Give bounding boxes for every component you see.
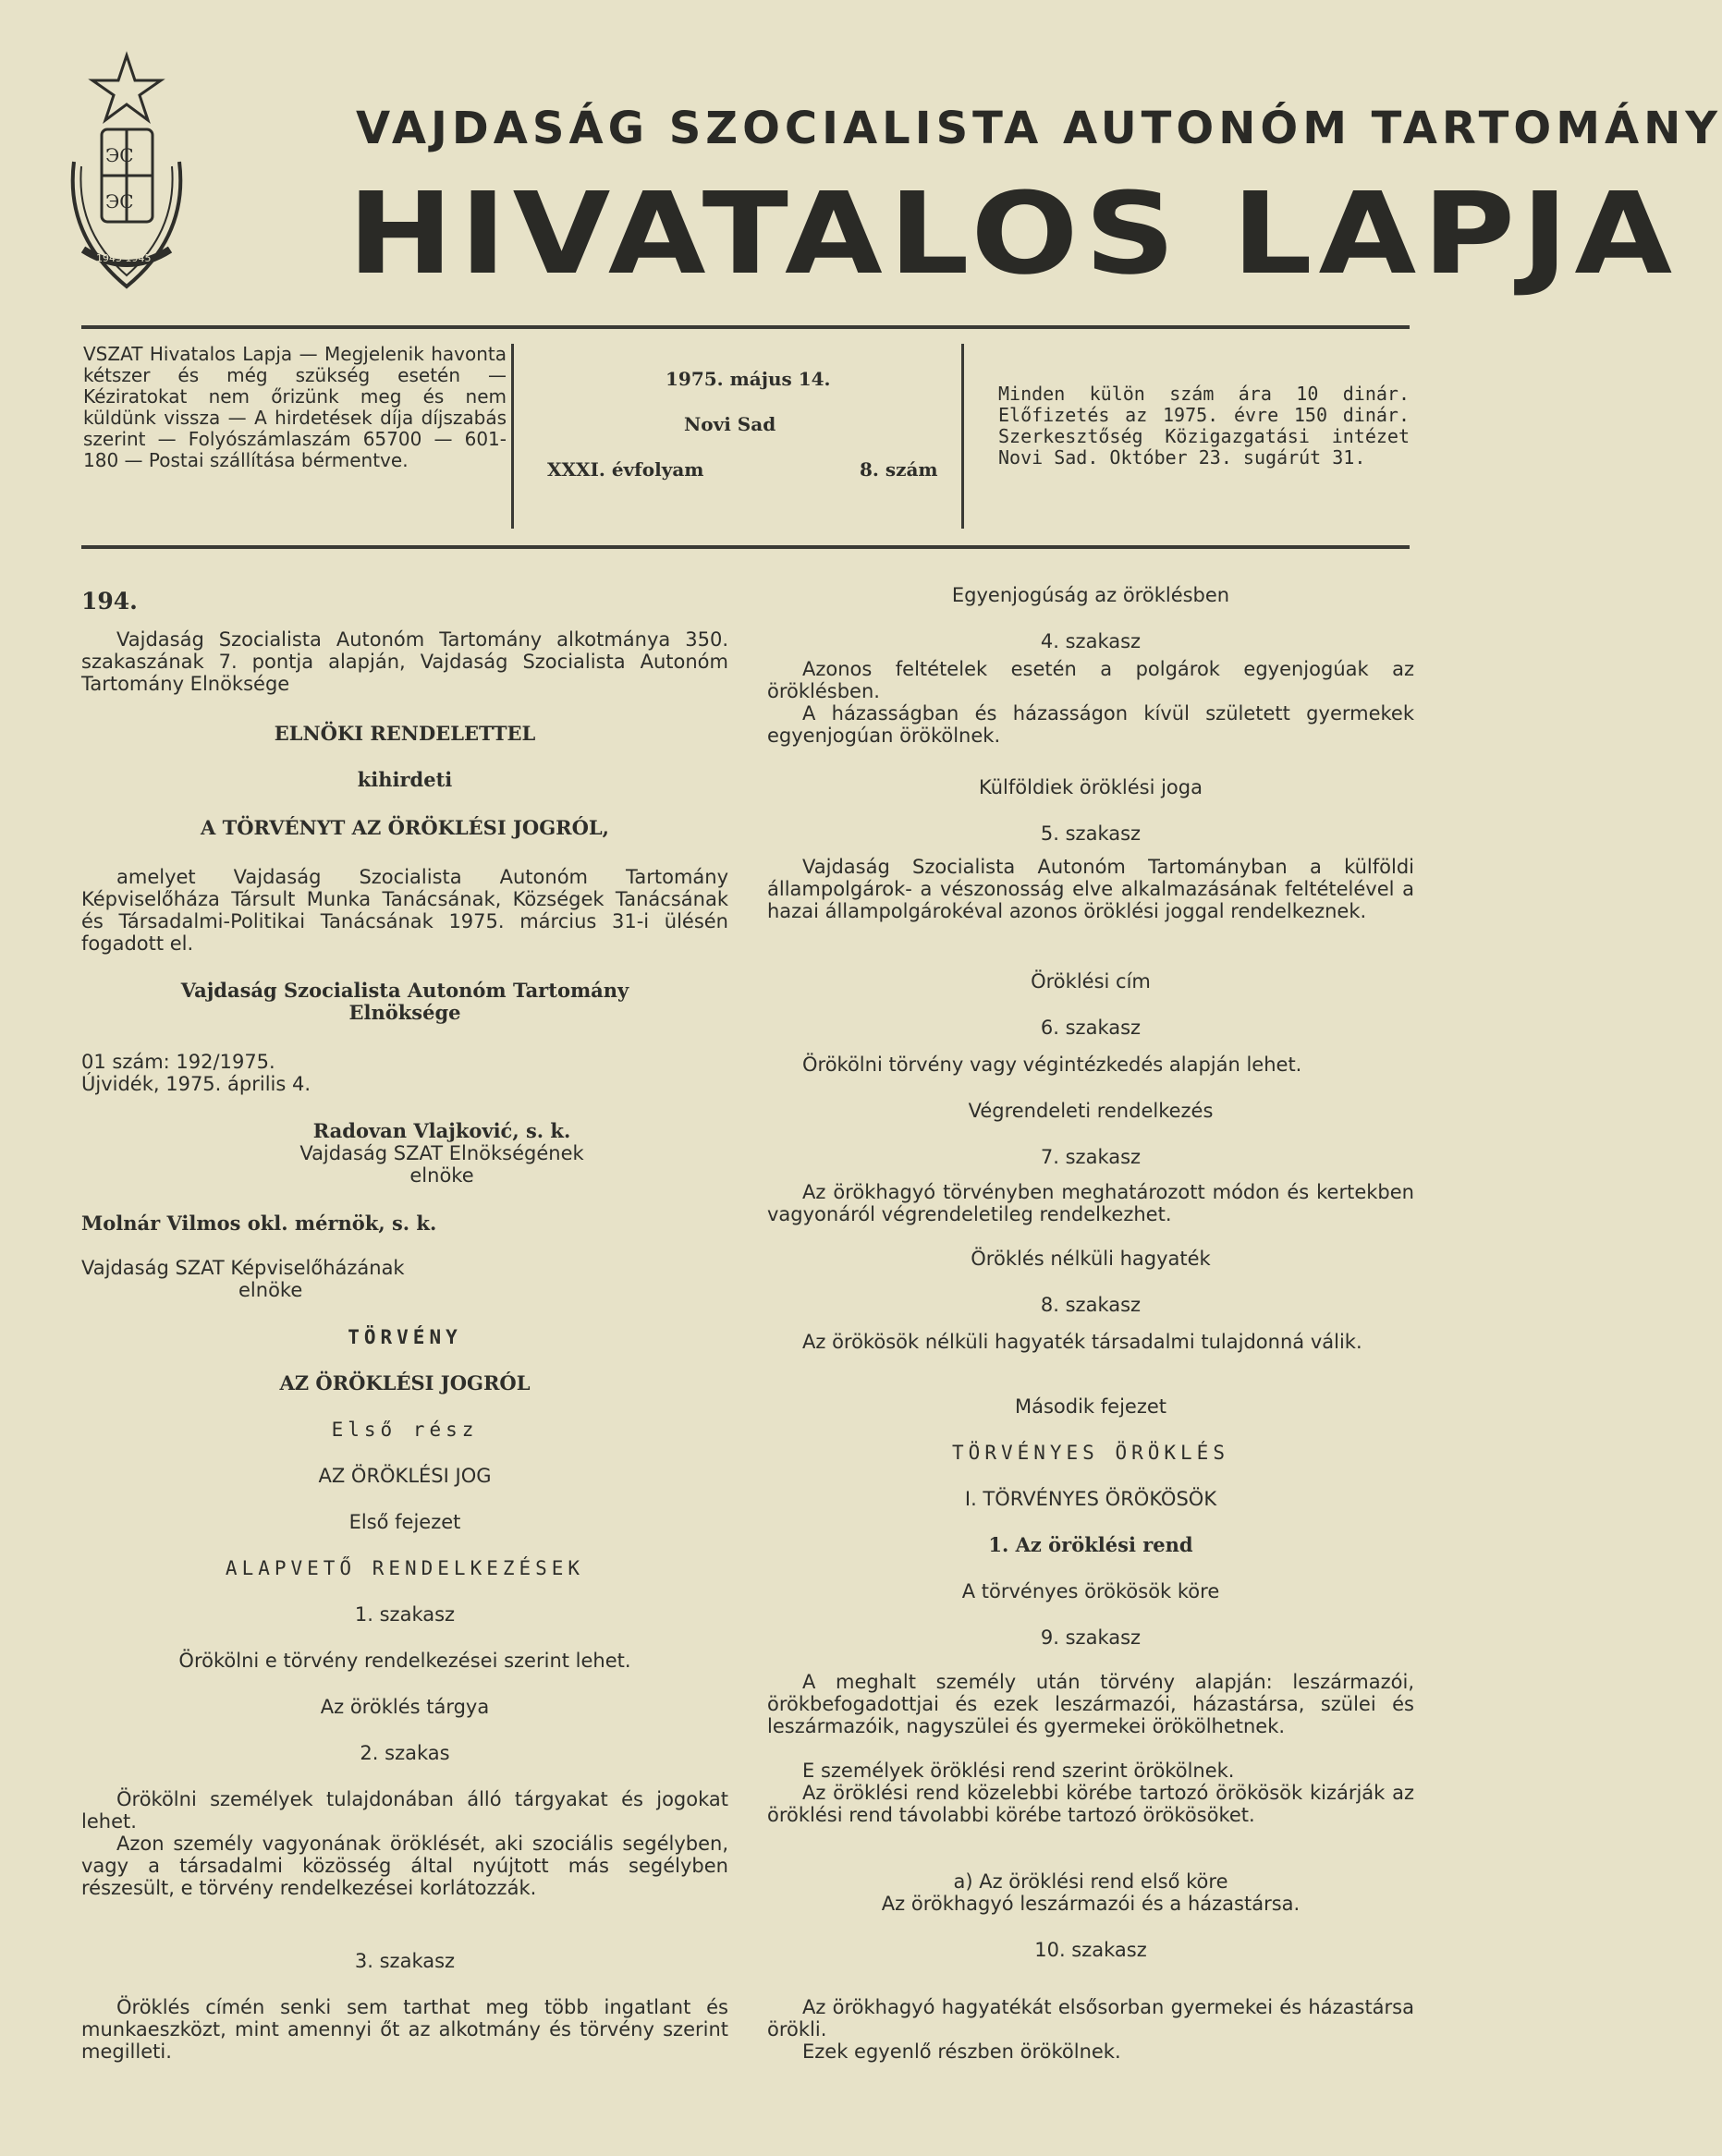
chapter-label: Első fejezet: [348, 1511, 461, 1533]
section3-text: Öröklés címén senki sem tarthat meg több ingatlant és munkaeszközt, mint amennyi őt az alkotmány és törvény szerint megilleti.: [81, 1996, 728, 2063]
presidency-line1: Vajdaság Szocialista Autonóm Tartomány: [180, 979, 629, 1002]
section7-title: Végrendeleti rendelkezés: [968, 1100, 1214, 1122]
section1-text: Örökölni e törvény rendelkezései szerint lehet.: [178, 1650, 631, 1672]
signer2-role2: elnöke: [238, 1279, 303, 1301]
header-divider-left: [511, 344, 514, 529]
signer2-name: Molnár Vilmos okl. mérnök, s. k.: [81, 1212, 437, 1235]
chapter2-label: Második fejezet: [1014, 1395, 1167, 1418]
section5-text: Vajdaság Szocialista Autonóm Tartományban a külföldi állampolgárok- a vészonosság elve alkalmazásának feltételével a hazai állampolgárokéval azonos öröklési joggal rendelkeznek.: [767, 856, 1414, 922]
intro-paragraph: Vajdaság Szocialista Autonóm Tartomány alkotmánya 350. szakaszának 7. pontja alapján, Vajdaság Szocialista Autonóm Tartomány Elnöksége: [81, 628, 728, 695]
section6-title: Öröklési cím: [1031, 970, 1151, 993]
svg-text:1943 1945: 1943 1945: [96, 252, 152, 264]
section4-text2: A házasságban és házasságon kívül született gyermekek egyenjogúan örökölnek.: [767, 702, 1414, 747]
signer1-name: Radovan Vlajković, s. k.: [312, 1119, 571, 1142]
signer1-role1: Vajdaság SZAT Elnökségének: [299, 1142, 584, 1164]
svg-text:ЭС: ЭС: [105, 190, 134, 213]
adopted-paragraph: amelyet Vajdaság Szocialista Autonóm Tartomány Képviselőháza Társult Munka Tanácsának, Községek Tanácsának és Társadalmi-Politikai Tanácsának 1975. március 31-i ülésén fogadott el.: [81, 866, 728, 955]
first-circle-text: Az örökhagyó leszármazói és a házastársa.: [881, 1893, 1301, 1915]
section10-heading: 10. szakasz: [1034, 1939, 1147, 1961]
publication-info: VSZAT Hivatalos Lapja — Megjelenik havonta kétszer és még szükség esetén — Kéziratokat nem őrizünk meg és nem küldünk vissza — A hirdetések díja díjszabás szerint — Folyószámlaszám 65700 — 601-180 — Postai szállítása bérmentve.: [83, 343, 507, 471]
law-subject: AZ ÖRÖKLÉSI JOGRÓL: [279, 1371, 531, 1395]
section10-text1: Az örökhagyó hagyatékát elsősorban gyermekei és házastársa örökli.: [767, 1996, 1414, 2040]
section8-title: Öröklés nélküli hagyaték: [971, 1248, 1211, 1270]
header-divider-right: [961, 344, 964, 529]
section2-heading: 2. szakas: [360, 1742, 450, 1764]
chapter-title: ALAPVETŐ RENDELKEZÉSEK: [225, 1557, 585, 1579]
section4-title: Egyenjogúság az öröklésben: [951, 584, 1230, 606]
masthead-title-line2: HIVATALOS LAPJA: [348, 168, 1679, 299]
section8-heading: 8. szakasz: [1040, 1294, 1142, 1316]
section8-text: Az örökösök nélküli hagyaték társadalmi tulajdonná válik.: [802, 1331, 1362, 1353]
section3-heading: 3. szakasz: [354, 1950, 456, 1972]
signer1-role2: elnöke: [409, 1164, 474, 1187]
reference-number: 01 szám: 192/1975.: [81, 1051, 275, 1073]
section5-heading: 5. szakasz: [1040, 822, 1142, 845]
circle-heading: A törvényes örökösök köre: [961, 1580, 1220, 1602]
part-label: Első rész: [331, 1419, 479, 1441]
coat-of-arms-emblem: [55, 51, 199, 300]
act-number: 194.: [81, 588, 138, 615]
section7-heading: 7. szakasz: [1040, 1146, 1142, 1168]
section2-text2: Azon személy vagyonának öröklését, aki szociális segélyben, vagy a társadalmi közösség által nyújtott más segélyben részesült, e törvény rendelkezései korlátozzák.: [81, 1833, 728, 1899]
section6-text: Örökölni törvény vagy végintézkedés alapján lehet.: [802, 1054, 1302, 1076]
issue-volume: XXXI. évfolyam: [547, 458, 704, 481]
svg-text:ЭС: ЭС: [105, 144, 134, 166]
law-title: A TÖRVÉNYT AZ ÖRÖKLÉSI JOGRÓL,: [201, 816, 609, 839]
section9-text1: A meghalt személy után törvény alapján: leszármazói, örökbefogadottjai és ezek leszármazói, házastársa, szülei és leszármazóik, nagyszülei és gyermekei örökölhetnek.: [767, 1671, 1414, 1737]
masthead-top-rule: [81, 325, 1410, 329]
section6-heading: 6. szakasz: [1040, 1017, 1142, 1039]
section9-heading: 9. szakasz: [1040, 1626, 1142, 1649]
section2-text1: Örökölni személyek tulajdonában álló tárgyakat és jogokat lehet.: [81, 1788, 728, 1833]
section2-title: Az öröklés tárgya: [320, 1696, 490, 1718]
section7-text: Az örökhagyó törvényben meghatározott módon és kertekben vagyonáról végrendeletileg rendelkezhet.: [767, 1181, 1414, 1225]
section1-heading: 1. szakasz: [354, 1603, 456, 1626]
issue-place: Novi Sad: [684, 413, 776, 435]
announces-line: kihirdeti: [357, 768, 453, 791]
law-word: TÖRVÉNY: [348, 1326, 462, 1348]
masthead-title-line1: VAJDASÁG SZOCIALISTA AUTONÓM TARTOMÁNY: [356, 103, 1722, 154]
section10-text2: Ezek egyenlő részben örökölnek.: [802, 2040, 1121, 2063]
chapter2-title: TÖRVÉNYES ÖRÖKLÉS: [952, 1442, 1229, 1464]
presidency-line2: Elnöksége: [348, 1001, 461, 1024]
first-circle-heading: a) Az öröklési rend első köre: [953, 1870, 1228, 1893]
section9-text3: Az öröklési rend közelebbi körébe tartozó örökösök kizárják az öröklési rend távolabbi körébe tartozó örökösöket.: [767, 1782, 1414, 1826]
order-heading: 1. Az öröklési rend: [988, 1533, 1193, 1556]
decree-heading: ELNÖKI RENDELETTEL: [274, 722, 536, 745]
section5-title: Külföldiek öröklési joga: [979, 776, 1203, 798]
signer2-role1: Vajdaság SZAT Képviselőházának: [81, 1257, 405, 1279]
subscription-info: Minden külön szám ára 10 dinár. Előfizetés az 1975. évre 150 dinár. Szerkesztőség Közigazgatási intézet Novi Sad. Október 23. sugárút 31.: [998, 383, 1410, 469]
section4-text1: Azonos feltételek esetén a polgárok egyenjogúak az öröklésben.: [767, 658, 1414, 702]
reference-date: Újvidék, 1975. április 4.: [81, 1073, 311, 1095]
masthead-bottom-rule: [81, 545, 1410, 549]
section9-text2: E személyek öröklési rend szerint örökölnek.: [802, 1760, 1235, 1782]
part-title: AZ ÖRÖKLÉSI JOG: [318, 1465, 492, 1487]
issue-number: 8. szám: [860, 458, 938, 481]
section4-heading: 4. szakasz: [1040, 630, 1142, 652]
issue-date: 1975. május 14.: [666, 368, 831, 390]
subheading-legal-heirs: I. TÖRVÉNYES ÖRÖKÖSÖK: [964, 1488, 1217, 1510]
